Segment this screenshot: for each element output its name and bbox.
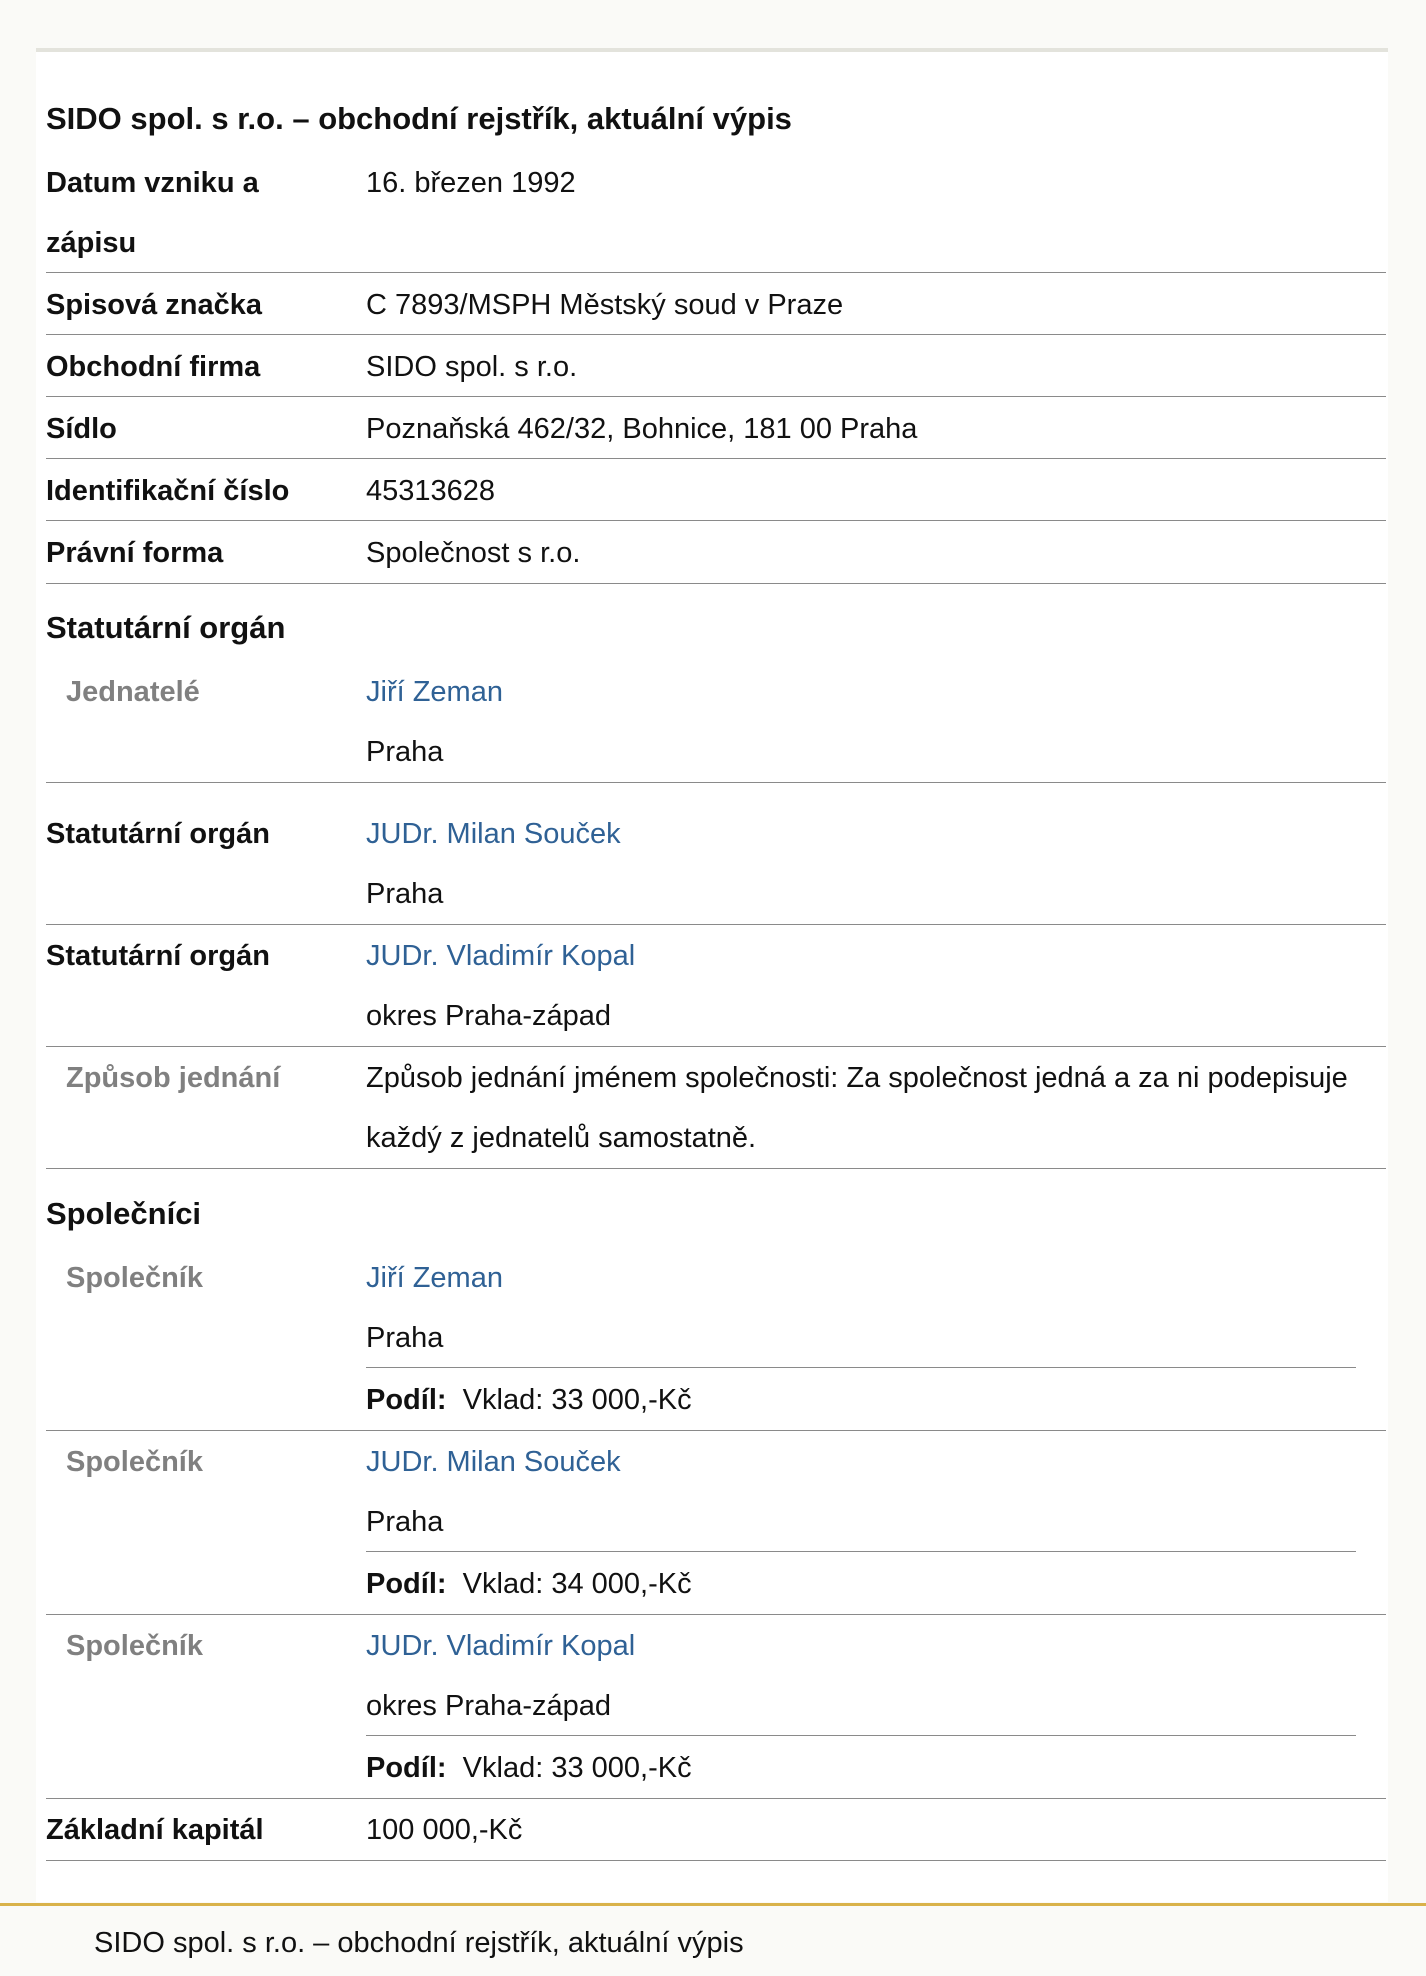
sub-divider — [366, 1735, 1356, 1736]
forma-value: Společnost s r.o. — [366, 537, 581, 569]
divider — [46, 1798, 1386, 1799]
divider — [46, 1860, 1386, 1861]
podil-label: Podíl: — [366, 1568, 447, 1600]
zpusob-text: Způsob jednání jménem společnosti: Za společnost jedná a za ni podepisuje — [366, 1062, 1348, 1094]
spisova-value: C 7893/MSPH Městský soud v Praze — [366, 289, 844, 321]
spolecnik-label: Společník — [66, 1630, 203, 1662]
spolecnik-place: Praha — [366, 1322, 444, 1354]
page-title: SIDO spol. s r.o. – obchodní rejstřík, aktuální výpis — [46, 101, 792, 136]
jednatele-label: Jednatelé — [66, 676, 200, 708]
spolecnik-place: okres Praha-západ — [366, 1690, 612, 1722]
jednatel-name-link[interactable]: Jiří Zeman — [366, 676, 503, 708]
jednatel-place: Praha — [366, 736, 444, 768]
organ3-label: Statutární orgán — [46, 940, 270, 972]
footer-caption: SIDO spol. s r.o. – obchodní rejstřík, aktuální výpis — [94, 1927, 744, 1959]
firma-value: SIDO spol. s r.o. — [366, 351, 578, 383]
statutarni-heading: Statutární orgán — [46, 610, 286, 645]
divider — [46, 583, 1386, 584]
spolecnik-name-link[interactable]: Jiří Zeman — [366, 1262, 503, 1294]
divider — [46, 924, 1386, 925]
divider — [46, 1614, 1386, 1615]
ico-label: Identifikační číslo — [46, 475, 290, 507]
divider — [46, 1168, 1386, 1169]
spolecnik-label: Společník — [66, 1446, 203, 1478]
datum-label-cont: zápisu — [46, 227, 137, 259]
spolecnik-podil — [366, 1380, 692, 1420]
divider — [46, 396, 1386, 397]
zpusob-label: Způsob jednání — [66, 1062, 281, 1094]
footer-rule — [0, 1903, 1426, 1906]
kapital-label: Základní kapitál — [46, 1814, 264, 1846]
firma-label: Obchodní firma — [46, 351, 261, 383]
divider — [46, 334, 1386, 335]
podil-vklad: Vklad: 33 000,-Kč — [462, 1752, 692, 1784]
divider — [46, 458, 1386, 459]
forma-label: Právní forma — [46, 537, 224, 569]
divider — [46, 1430, 1386, 1431]
podil-label: Podíl: — [366, 1752, 447, 1784]
organ3-name-link[interactable]: JUDr. Vladimír Kopal — [366, 940, 636, 972]
divider — [46, 1046, 1386, 1047]
datum-value: 16. březen 1992 — [366, 167, 576, 199]
spolecnik-name-link[interactable]: JUDr. Milan Souček — [366, 1446, 621, 1478]
spolecnik-podil — [366, 1564, 692, 1604]
organ2-place: Praha — [366, 878, 444, 910]
ico-value: 45313628 — [366, 475, 496, 507]
spolecnik-name-link[interactable]: JUDr. Vladimír Kopal — [366, 1630, 636, 1662]
spolecnici-heading: Společníci — [46, 1196, 202, 1231]
kapital-value: 100 000,-Kč — [366, 1814, 523, 1846]
zpusob-text-cont: každý z jednatelů samostatně. — [366, 1122, 757, 1154]
spolecnik-place: Praha — [366, 1506, 444, 1538]
podil-vklad: Vklad: 33 000,-Kč — [462, 1384, 692, 1416]
organ2-name-link[interactable]: JUDr. Milan Souček — [366, 818, 621, 850]
podil-label: Podíl: — [366, 1384, 447, 1416]
divider — [46, 520, 1386, 521]
organ3-place: okres Praha-západ — [366, 1000, 612, 1032]
organ2-label: Statutární orgán — [46, 818, 270, 850]
datum-label: Datum vzniku a — [46, 167, 259, 199]
spisova-label: Spisová značka — [46, 289, 262, 321]
podil-vklad: Vklad: 34 000,-Kč — [462, 1568, 692, 1600]
sub-divider — [366, 1367, 1356, 1368]
sub-divider — [366, 1551, 1356, 1552]
sidlo-label: Sídlo — [46, 413, 117, 445]
divider — [46, 272, 1386, 273]
spolecnik-label: Společník — [66, 1262, 203, 1294]
sidlo-value: Poznaňská 462/32, Bohnice, 181 00 Praha — [366, 413, 918, 445]
divider — [46, 782, 1386, 783]
spolecnik-podil — [366, 1748, 692, 1788]
